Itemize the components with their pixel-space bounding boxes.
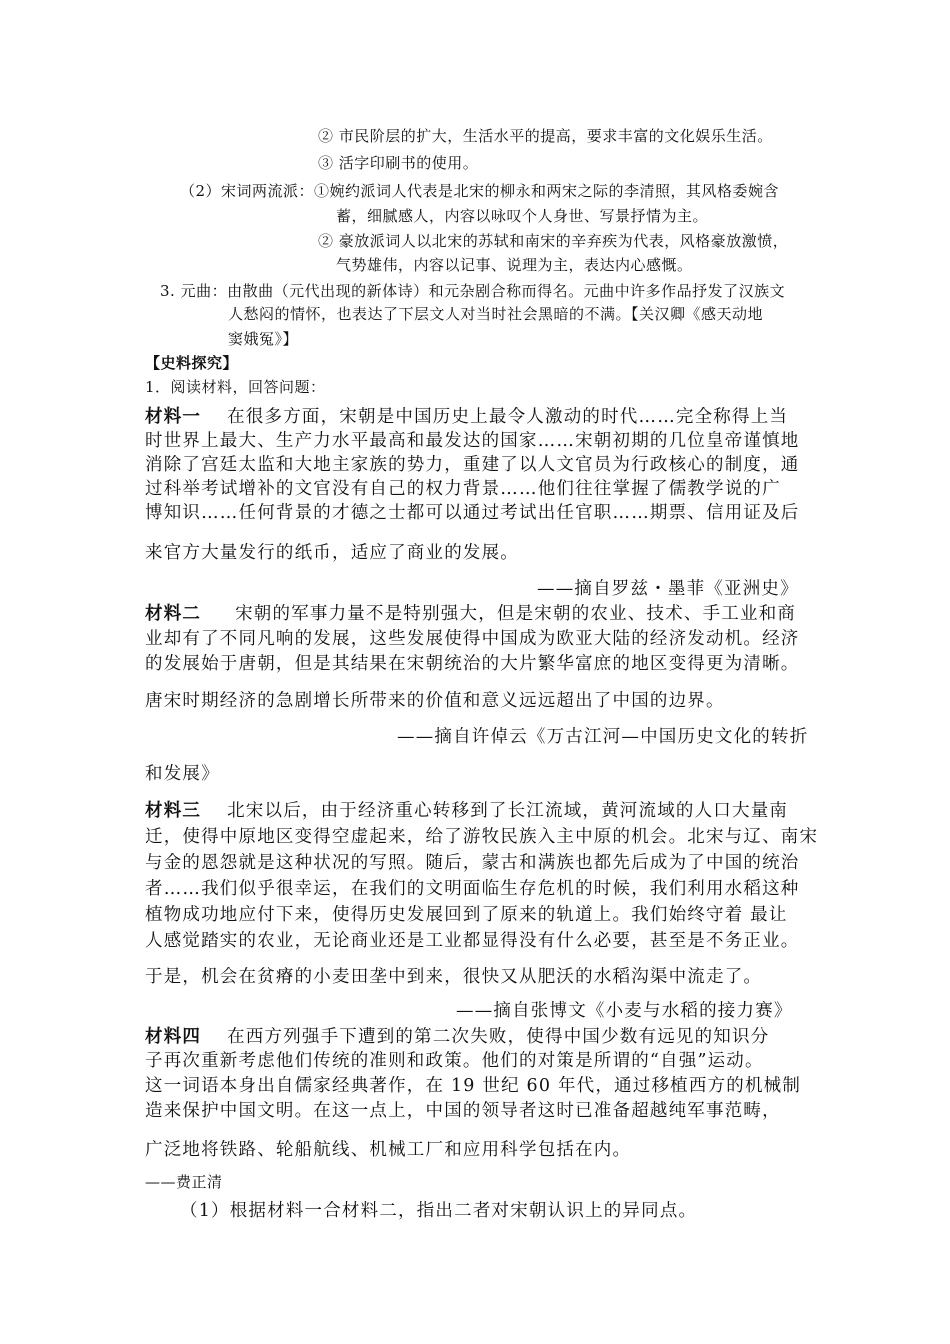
material-2-label: 材料二 [145, 604, 202, 624]
text-line: 蓄，细腻感人，内容以咏叹个人身世、写景抒情为主。 [336, 207, 709, 225]
material-4-line: 这一词语本身出自儒家经典著作，在 19 世纪 60 年代，通过移植西方的机械制 [145, 1076, 802, 1096]
material-1-line: 时世界上最大、生产力水平最高和最发达的国家……宋朝初期的几位皇帝谨慎地 [145, 431, 800, 451]
text-line: ② 市民阶层的扩大，生活水平的提高，要求丰富的文化娱乐生活。 [318, 127, 773, 145]
section-heading: 【史料探究】 [145, 354, 239, 372]
material-2-source: ——摘自许倬云《万古江河—中国历史文化的转折 [397, 727, 809, 747]
material-3-line: 迁，使得中原地区变得空虚起来，给了游牧民族入主中原的机会。北宋与辽、南宋 [145, 827, 819, 847]
text-line: 窦娥冤》】 [228, 330, 299, 348]
material-3-label: 材料三 [145, 801, 202, 821]
text-line: 气势雄伟，内容以记事、说理为主，表达内心感慨。 [336, 256, 693, 274]
material-2-line: 业却有了不同凡响的发展，这些发展使得中国成为欧亚大陆的经济发动机。经济 [145, 629, 800, 649]
material-4-label: 材料四 [145, 1027, 202, 1047]
material-3-line: 材料三 北宋以后，由于经济重心转移到了长江流域，黄河流域的人口大量南 [145, 801, 789, 821]
material-4-line: 造来保护中国文明。在这一点上，中国的领导者这时已准备超越纯军事范畴， [145, 1101, 781, 1121]
text-line: （2）宋词两流派：①婉约派词人代表是北宋的柳永和两宋之际的李清照，其风格委婉含 [180, 182, 780, 200]
material-3-line: 与金的恩怨就是这种状况的写照。随后，蒙古和满族也都先后成为了中国的统治 [145, 853, 800, 873]
text-line: ③ 活字印刷书的使用。 [318, 154, 479, 172]
material-4-line: 子再次重新考虑他们传统的准则和政策。他们的对策是所谓的“自强”运动。 [145, 1051, 764, 1071]
question-1: （1）根据材料一合材料二，指出二者对宋朝认识上的异同点。 [180, 1201, 698, 1221]
material-2-source: 和发展》 [145, 764, 220, 784]
question-intro: 1．阅读材料，回答问题： [145, 378, 326, 396]
material-2-line: 的发展始于唐朝，但是其结果在宋朝统治的大片繁华富庶的地区变得更为清晰。 [145, 654, 800, 674]
material-1-line: 消除了宫廷太监和大地主家族的势力，重建了以人文官员为行政核心的制度，通 [145, 455, 800, 475]
material-3-line: 植物成功地应付下来，使得历史发展回到了原来的轨道上。我们始终守着 最让 [145, 905, 788, 925]
material-4-source: ——费正清 [145, 1173, 223, 1191]
material-1-line: 博知识……任何背景的才德之士都可以通过考试出任官职……期票、信用证及后 [145, 503, 800, 523]
material-1-line: 过科举考试增补的文官没有自己的权力背景……他们往往掌握了儒教学说的广 [145, 479, 781, 499]
text-line: ② 豪放派词人以北宋的苏轼和南宋的辛弃疾为代表，风格豪放激愤， [318, 232, 789, 250]
material-4-line: 材料四 在西方列强手下遭到的第二次失败，使得中国少数有远见的知识分 [145, 1027, 770, 1047]
text-line: 人愁闷的情怀，也表达了下层文人对当时社会黑暗的不满。【关汉卿《感天动地 [228, 305, 764, 323]
text-line: 3. 元曲：由散曲（元代出现的新体诗）和元杂剧合称而得名。元曲中许多作品抒发了汉族文 [160, 282, 786, 300]
material-3-line: 于是，机会在贫瘠的小麦田垄中到来，很快又从肥沃的水稻沟渠中流走了。 [145, 967, 763, 987]
material-3-line: 者……我们似乎很幸运，在我们的文明面临生存危机的时候，我们利用水稻这种 [145, 879, 800, 899]
material-4-line: 广泛地将铁路、轮船航线、机械工厂和应用科学包括在内。 [145, 1140, 632, 1160]
material-1-line: 来官方大量发行的纸币，适应了商业的发展。 [145, 543, 519, 563]
material-1-label: 材料一 [145, 407, 202, 427]
material-1-source: ——摘自罗兹・墨菲《亚洲史》 [537, 579, 799, 599]
material-3-source: ——摘自张博文《小麦与水稻的接力赛》 [456, 1001, 793, 1021]
material-3-line: 人感觉踏实的农业，无论商业还是工业都显得没有什么必要，甚至是不务正业。 [145, 931, 800, 951]
material-2-line: 材料二 宋朝的军事力量不是特别强大，但是宋朝的农业、技术、手工业和商 [145, 604, 797, 624]
material-2-line: 唐宋时期经济的急剧增长所带来的价值和意义远远超出了中国的边界。 [145, 691, 725, 711]
material-1-line: 材料一 在很多方面，宋朝是中国历史上最令人激动的时代……完全称得上当 [145, 407, 789, 427]
